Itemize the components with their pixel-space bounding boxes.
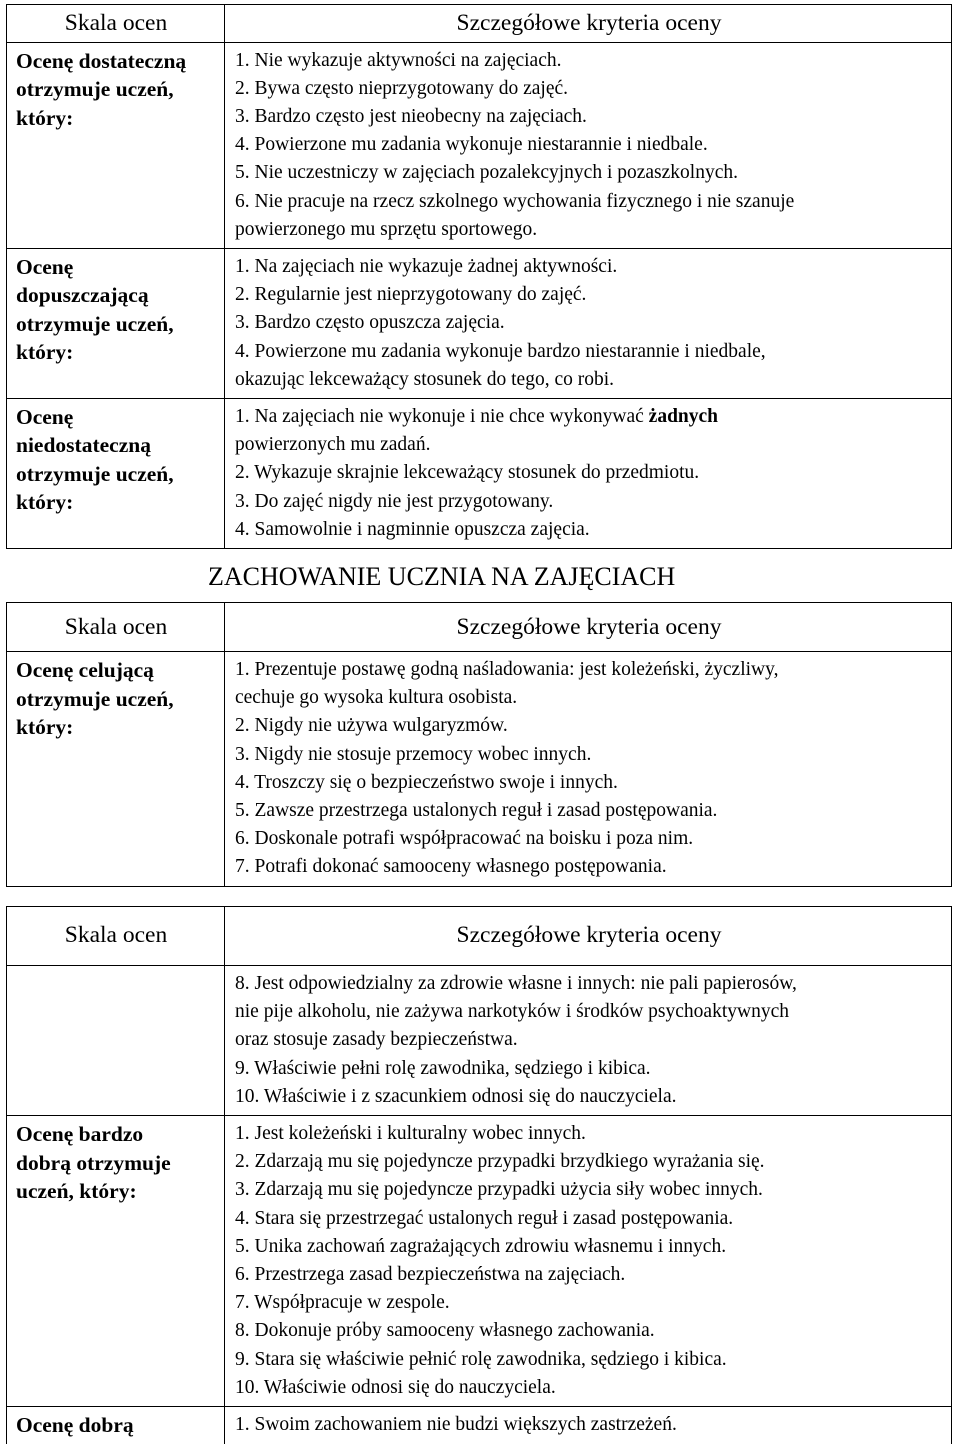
table-row xyxy=(7,398,951,548)
criteria-cell: 1. Swoim zachowaniem nie budzi większych zastrzeżeń. xyxy=(235,1414,677,1436)
table-row xyxy=(7,1406,951,1444)
grade-cell: Ocenę dobrą xyxy=(7,1407,225,1444)
grade-cell: Ocenę celującą otrzymuje uczeń, który: xyxy=(7,652,225,886)
criteria-cell: 1. Prezentuje postawę godną naśladowania: jest koleżeński, życzliwy, cechuje go wysoka kultura osobista. 2. Nigdy nie używa wulgaryzmów. 3. Nigdy nie stosuje przemocy wobec innych. 4. Troszczy się o bezpieczeństwo swoje i innych. 5. Zawsze przestrzega ustalonych reguł i zasad postępowania. 6. Doskonale potrafi współpracować na boisku i poza nim. 7. Potrafi dokonać samooceny własnego postępowania. xyxy=(235,659,779,878)
table-row xyxy=(7,248,951,398)
table-row xyxy=(7,651,951,886)
grading-table-1 xyxy=(6,4,952,549)
header-criteria: Szczegółowe kryteria oceny xyxy=(456,10,722,36)
table-row xyxy=(7,42,951,248)
table-row xyxy=(7,1115,951,1406)
grade-cell: Ocenę dopuszczającą otrzymuje uczeń, który: xyxy=(7,249,225,398)
criteria-cell: 8. Jest odpowiedzialny za zdrowie własne i innych: nie pali papierosów, nie pije alkoholu, nie zażywa narkotyków i środków psychoaktywnych oraz stosuje zasady bezpieczeństwa. 9. Właściwie pełni rolę zawodnika, sędziego i kibica. 10. Właściwie i z szacunkiem odnosi się do nauczyciela. xyxy=(235,973,797,1107)
table-header xyxy=(7,907,951,965)
criteria-cell: 1. Na zajęciach nie wykazuje żadnej aktywności. 2. Regularnie jest nieprzygotowany do zajęć. 3. Bardzo często opuszcza zajęcia. 4. Powierzone mu zadania wykonuje bardzo niestarannie i niedbale, okazując lekceważący stosunek do tego, co robi. xyxy=(235,255,766,390)
header-scale: Skala ocen xyxy=(7,907,225,965)
grade-cell-continued xyxy=(7,966,225,1115)
table-header xyxy=(7,603,951,651)
grade-cell: Ocenę niedostateczną otrzymuje uczeń, który: xyxy=(7,399,225,548)
grading-table-2 xyxy=(6,602,952,887)
criteria-cell: 1. Nie wykazuje aktywności na zajęciach. 2. Bywa często nieprzygotowany do zajęć. 3. Bardzo często jest nieobecny na zajęciach. 4. Powierzone mu zadania wykonuje niestarannie i niedbale. 5. Nie uczestniczy w zajęciach pozalekcyjnych i pozaszkolnych. 6. Nie pracuje na rzecz szkolnego wychowania fizycznego i nie szanuje powierzonego mu sprzętu sportowego. xyxy=(235,49,795,240)
criteria-cell: 1. Na zajęciach nie wykonuje i nie chce wykonywać żadnych powierzonych mu zadań. 2. Wykazuje skrajnie lekceważący stosunek do przedmiotu. 3. Do zajęć nigdy nie jest przygotowany. 4. Samowolnie i nagminnie opuszcza zajęcia. xyxy=(235,405,719,540)
table-header xyxy=(7,5,951,42)
criteria-cell: 1. Jest koleżeński i kulturalny wobec innych. 2. Zdarzają mu się pojedyncze przypadki brzydkiego wyrażania się. 3. Zdarzają mu się pojedyncze przypadki użycia siły wobec innych. 4. Stara się przestrzegać ustalonych reguł i zasad postępowania. 5. Unika zachowań zagrażających zdrowiu własnemu i innych. 6. Przestrzega zasad bezpieczeństwa na zajęciach. 7. Współpracuje w zespole. 8. Dokonuje próby samooceny własnego zachowania. 9. Stara się właściwie pełnić rolę zawodnika, sędziego i kibica. 10. Właściwie odnosi się do nauczyciela. xyxy=(235,1123,765,1398)
grade-cell: Ocenę bardzo dobrą otrzymuje uczeń, który: xyxy=(7,1116,225,1406)
header-scale: Skala ocen xyxy=(7,603,225,651)
header-criteria: Szczegółowe kryteria oceny xyxy=(456,613,722,640)
grading-table-3 xyxy=(6,906,952,1444)
grade-cell: Ocenę dostateczną otrzymuje uczeń, który: xyxy=(7,43,225,248)
section-title: ZACHOWANIE UCZNIA NA ZAJĘCIACH xyxy=(208,562,676,591)
header-scale: Skala ocen xyxy=(7,5,225,42)
table-row xyxy=(7,965,951,1115)
header-criteria: Szczegółowe kryteria oceny xyxy=(456,922,722,948)
